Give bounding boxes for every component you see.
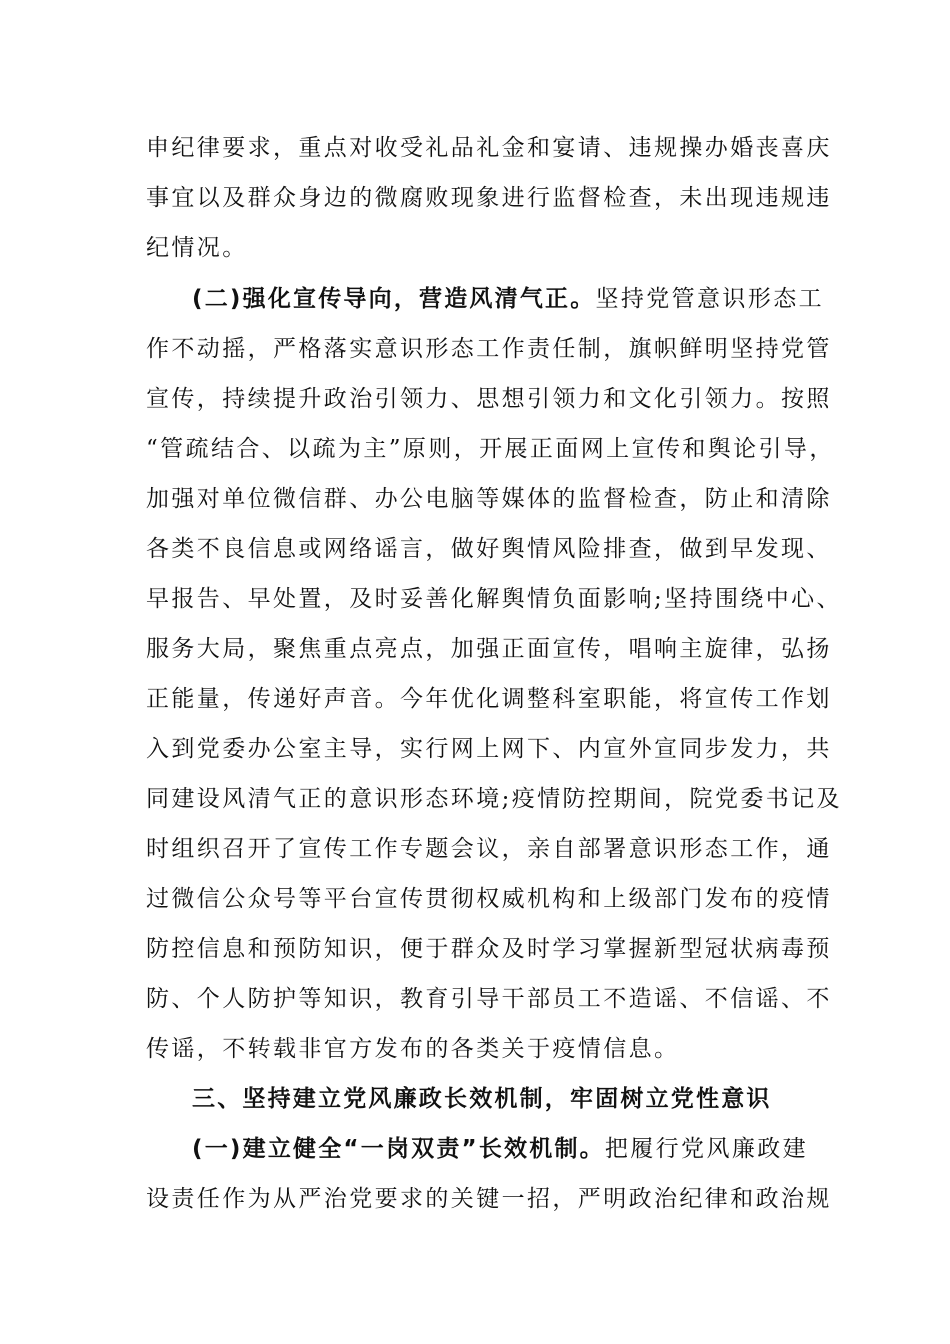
paragraph-line: “管疏结合、以疏为主”原则，开展正面网上宣传和舆论引导，: [146, 436, 835, 462]
paragraph-line: 事宜以及群众身边的微腐败现象进行监督检查，未出现违规违: [146, 185, 832, 211]
paragraph-first-line: [192, 284, 852, 314]
subsection-heading: (二)强化宣传导向，营造风清气正。: [192, 286, 596, 312]
section-heading: 三、坚持建立党风廉政长效机制，牢固树立党性意识: [192, 1086, 772, 1112]
paragraph-line: 设责任作为从严治党要求的关键一招，严明政治纪律和政治规: [146, 1186, 832, 1212]
paragraph-line: 宣传，持续提升政治引领力、思想引领力和文化引领力。按照: [146, 386, 832, 412]
paragraph-line: 传谣，不转载非官方发布的各类关于疫情信息。: [146, 1036, 680, 1062]
paragraph-text: 坚持党管意识形态工: [595, 286, 825, 312]
paragraph-line: 纪情况。: [146, 235, 248, 261]
paragraph-line: 入到党委办公室主导，实行网上网下、内宣外宣同步发力，共: [146, 736, 832, 762]
paragraph-line: 过微信公众号等平台宣传贯彻权威机构和上级部门发布的疫情: [146, 886, 832, 912]
paragraph-first-line: [192, 1134, 852, 1164]
paragraph-line: 时组织召开了宣传工作专题会议，亲自部署意识形态工作，通: [146, 836, 832, 862]
subsection-heading: (一)建立健全“一岗双责”长效机制。: [192, 1136, 605, 1162]
paragraph-line: 正能量，传递好声音。今年优化调整科室职能，将宣传工作划: [146, 686, 832, 712]
paragraph-line: 服务大局，聚焦重点亮点，加强正面宣传，唱响主旋律，弘扬: [146, 636, 832, 662]
paragraph-line: 防、个人防护等知识，教育引导干部员工不造谣、不信谣、不: [146, 986, 832, 1012]
paragraph-line: 各类不良信息或网络谣言，做好舆情风险排查，做到早发现、: [146, 536, 832, 562]
paragraph-line: 申纪律要求，重点对收受礼品礼金和宴请、违规操办婚丧喜庆: [146, 135, 832, 161]
paragraph-line: 作不动摇，严格落实意识形态工作责任制，旗帜鲜明坚持党管: [146, 336, 832, 362]
paragraph-line: 同建设风清气正的意识形态环境;疫情防控期间，院党委书记及: [146, 786, 842, 812]
paragraph-line: 早报告、早处置，及时妥善化解舆情负面影响;坚持围绕中心、: [146, 586, 842, 612]
paragraph-line: 加强对单位微信群、办公电脑等媒体的监督检查，防止和清除: [146, 486, 832, 512]
paragraph-line: 防控信息和预防知识，便于群众及时学习掌握新型冠状病毒预: [146, 936, 832, 962]
paragraph-text: 把履行党风廉政建: [604, 1136, 809, 1162]
